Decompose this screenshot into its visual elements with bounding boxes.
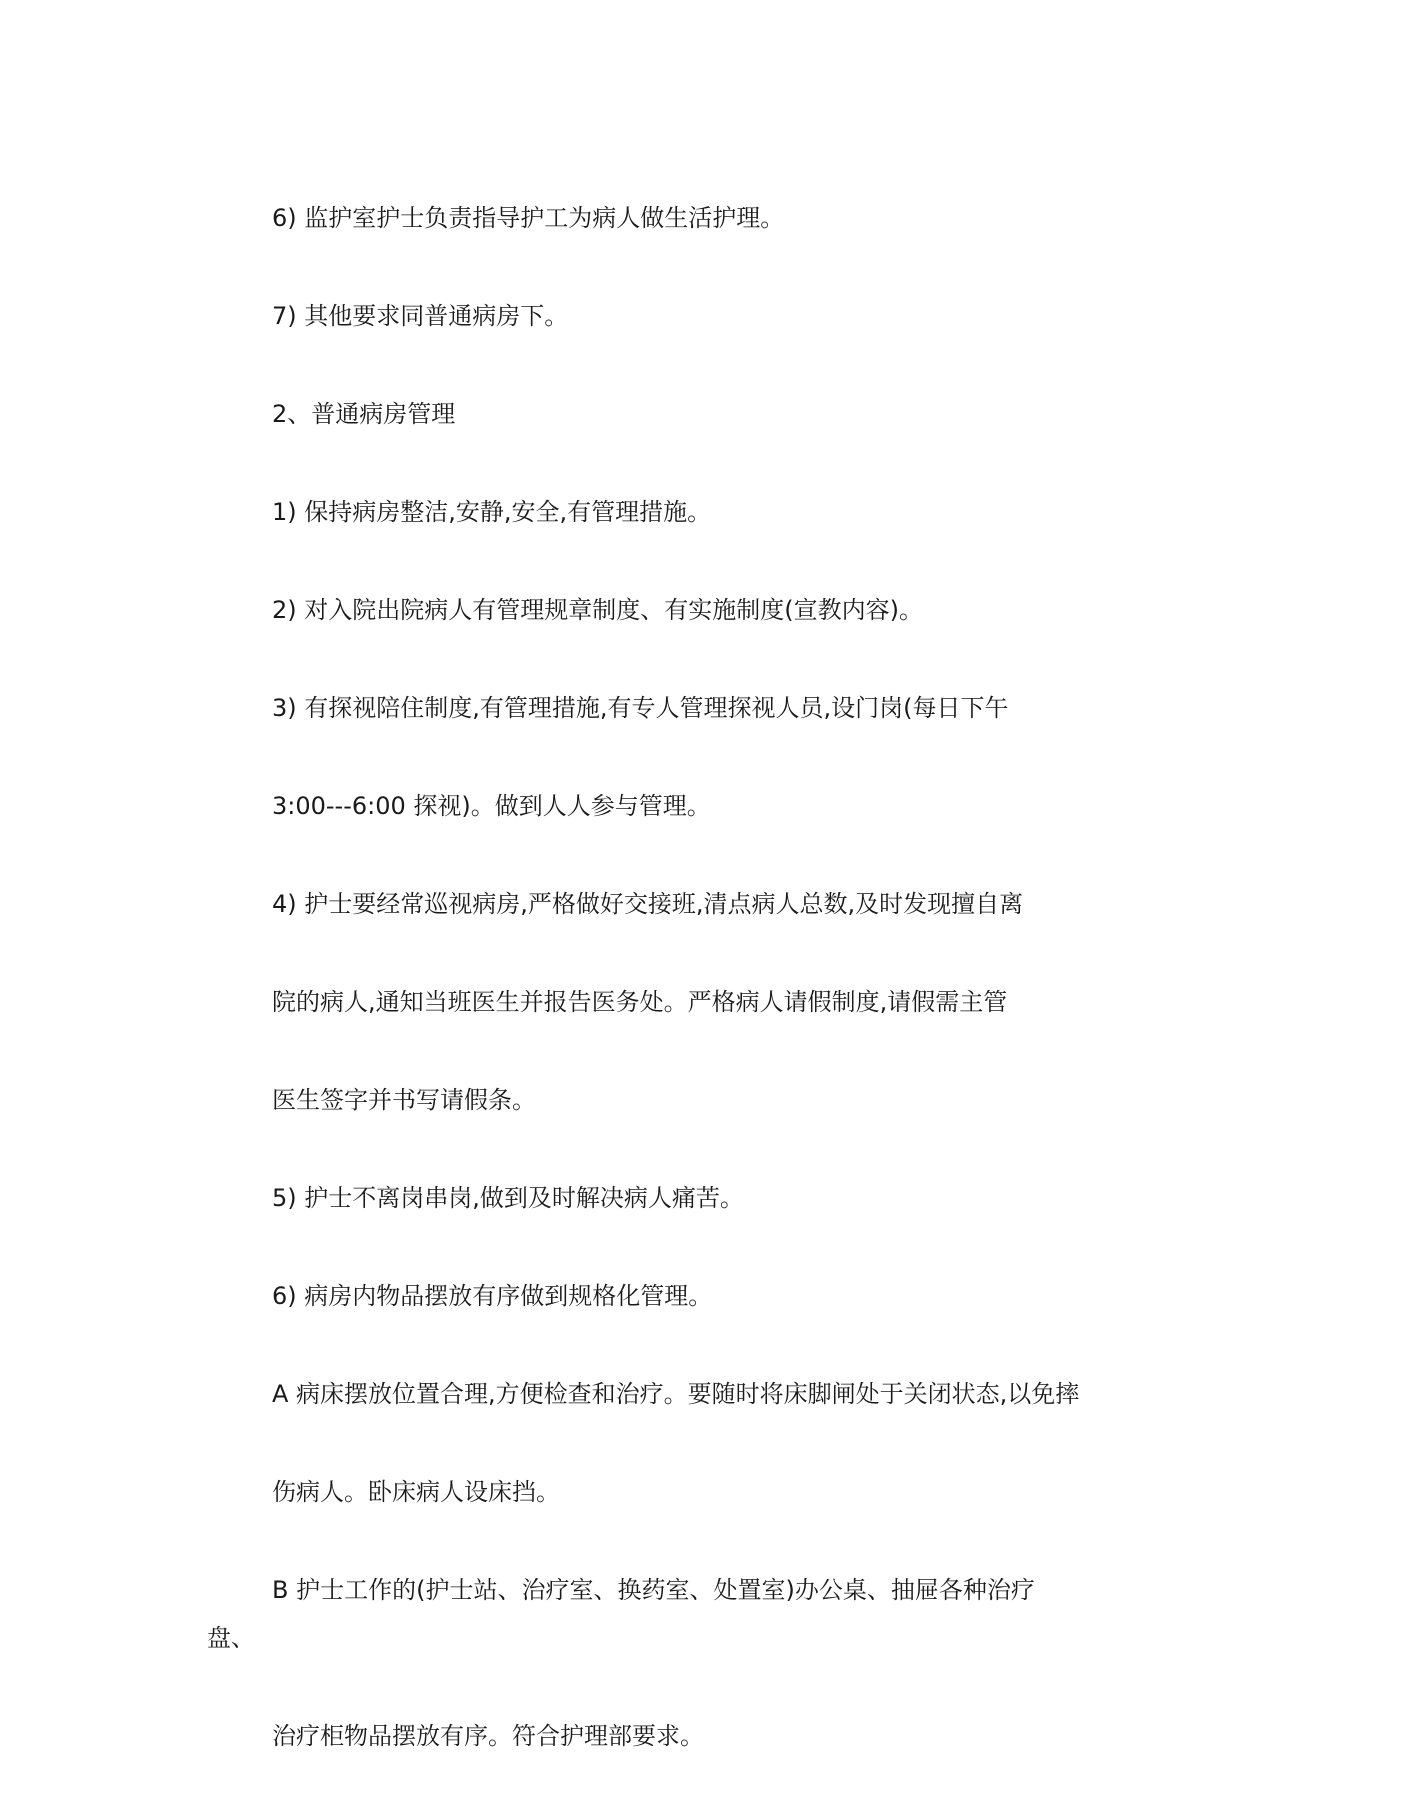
paragraph-line: 5) 护士不离岗串岗,做到及时解决病人痛苦。 xyxy=(272,1184,744,1212)
paragraph-line: 医生签字并书写请假条。 xyxy=(272,1086,536,1114)
paragraph-line: 1) 保持病房整洁,安静,安全,有管理措施。 xyxy=(272,498,712,526)
paragraph-line: 2) 对入院出院病人有管理规章制度、有实施制度(宣教内容)。 xyxy=(272,596,923,624)
paragraph-line: 3) 有探视陪住制度,有管理措施,有专人管理探视人员,设门岗(每日下午 xyxy=(272,694,1009,722)
paragraph-line: 6) 监护室护士负责指导护工为病人做生活护理。 xyxy=(272,204,785,232)
paragraph-line: 3:00---6:00 探视)。做到人人参与管理。 xyxy=(272,792,711,820)
paragraph-line: 4) 护士要经常巡视病房,严格做好交接班,清点病人总数,及时发现擅自离 xyxy=(272,890,1024,918)
paragraph-line: 治疗柜物品摆放有序。符合护理部要求。 xyxy=(272,1722,704,1750)
paragraph-line: 盘、 xyxy=(207,1624,255,1652)
paragraph-line: A 病床摆放位置合理,方便检查和治疗。要随时将床脚闸处于关闭状态,以免摔 xyxy=(272,1380,1080,1408)
paragraph-line: 7) 其他要求同普通病房下。 xyxy=(272,302,569,330)
section-heading: 2、普通病房管理 xyxy=(272,400,456,428)
paragraph-line: B 护士工作的(护士站、治疗室、换药室、处置室)办公桌、抽屉各种治疗 xyxy=(272,1576,1035,1604)
paragraph-line: 院的病人,通知当班医生并报告医务处。严格病人请假制度,请假需主管 xyxy=(272,988,1008,1016)
paragraph-line: 伤病人。卧床病人设床挡。 xyxy=(272,1478,560,1506)
paragraph-line: 6) 病房内物品摆放有序做到规格化管理。 xyxy=(272,1282,713,1310)
